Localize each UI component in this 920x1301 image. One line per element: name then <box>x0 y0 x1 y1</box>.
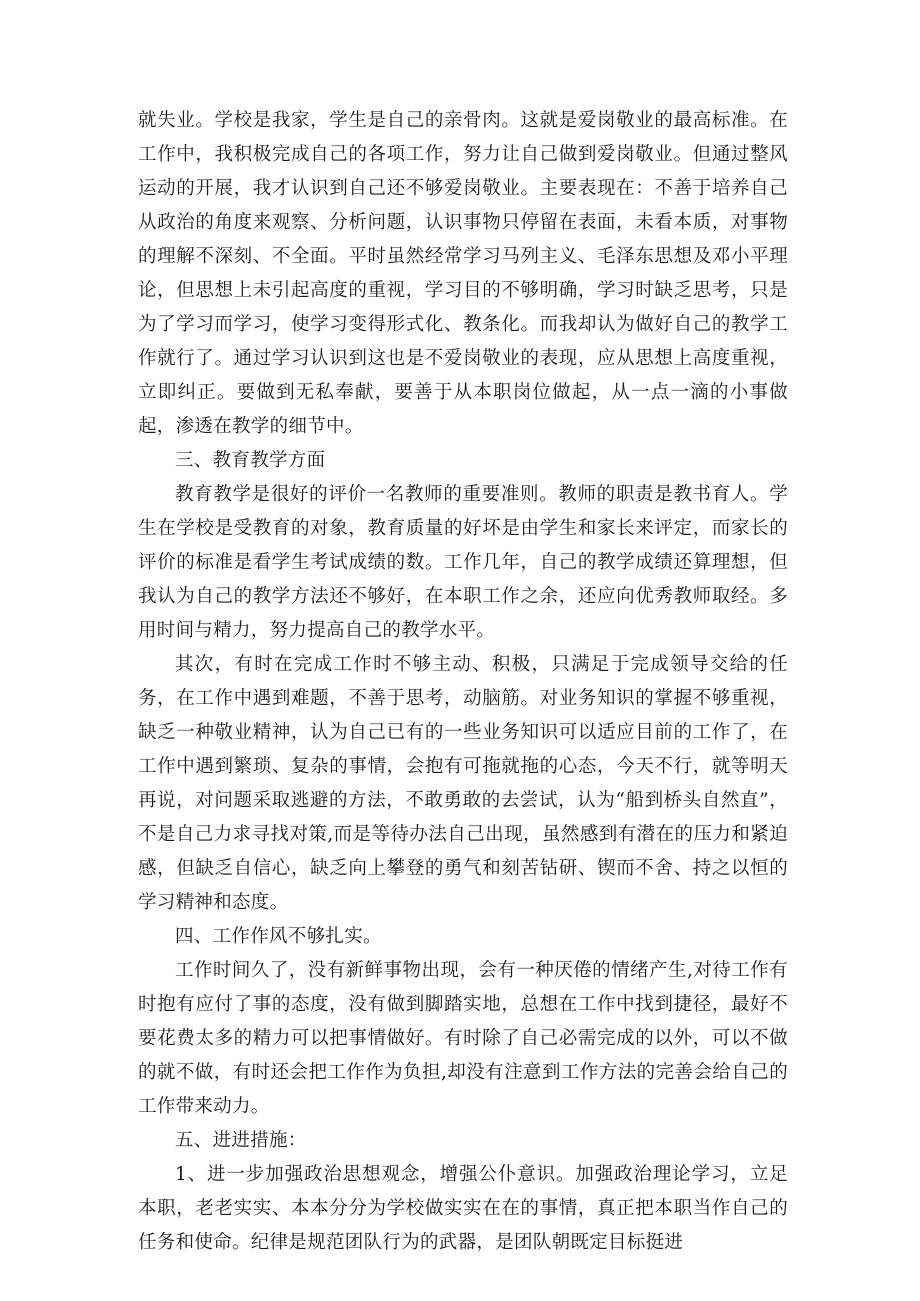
section-heading-work-style: 四、工作作风不够扎实。 <box>175 926 382 947</box>
paragraph-teaching: 教育教学是很好的评价一名教师的重要准则。教师的职责是教书育人。学生在学校是受教育的对象，教育质量的好坏是由学生和家长来评定，而家长的评价的标准是看学生考试成绩的数。工作几年，自己的教学成绩还算理想，但我认为自己的教学方法还不够好，在本职工作之余，还应向优秀教师取经。多用时间与精力，努力提高自己的教学水平。 <box>138 484 788 641</box>
document-page <box>138 104 788 1260</box>
section-heading-measures: 五、进进措施： <box>175 1130 307 1151</box>
paragraph-initiative: 其次，有时在完成工作时不够主动、积极，只满足于完成领导交给的任务，在工作中遇到难题，不善于思考，动脑筋。对业务知识的掌握不够重视，缺乏一种敬业精神，认为自己已有的一些业务知识可以适应目前的工作了，在工作中遇到繁琐、复杂的事情，会抱有可拖就拖的心态，今天不行，就等明天再说，对问题采取逃避的方法，不敢勇敢的去尝试，认为“船到桥头自然直”，不是自己力求寻找对策,而是等待办法自己出现，虽然感到有潜在的压力和紧迫感，但缺乏自信心，缺乏向上攀登的勇气和刻苦钻研、锲而不舍、持之以恒的学习精神和态度。 <box>138 654 788 913</box>
paragraph-measure-1: 1、进一步加强政治思想观念，增强公仆意识。加强政治理论学习，立足本职，老老实实、本本分分为学校做实实在在的事情，真正把本职当作自己的任务和使命。纪律是规范团队行为的武器，是团队朝既定目标挺进 <box>138 1164 788 1253</box>
paragraph-dedication: 就失业。学校是我家，学生是自己的亲骨肉。这就是爱岗敬业的最高标准。在工作中，我积极完成自己的各项工作，努力让自己做到爱岗敬业。但通过整风运动的开展，我才认识到自己还不够爱岗敬业。主要表现在：不善于培养自己从政治的角度来观察、分析问题，认识事物只停留在表面，未看本质，对事物的理解不深刻、不全面。平时虽然经常学习马列主义、毛泽东思想及邓小平理论，但思想上未引起高度的重视，学习目的不够明确，学习时缺乏思考，只是为了学习而学习，使学习变得形式化、教条化。而我却认为做好自己的教学工作就行了。通过学习认识到这也是不爱岗敬业的表现，应从思想上高度重视，立即纠正。要做到无私奉献，要善于从本职岗位做起，从一点一滴的小事做起，渗透在教学的细节中。 <box>138 110 788 437</box>
paragraph-work-style: 工作时间久了，没有新鲜事物出现，会有一种厌倦的情绪产生,对待工作有时抱有应付了事的态度，没有做到脚踏实地，总想在工作中找到捷径，最好不要花费太多的精力可以把事情做好。有时除了自己必需完成的以外，可以不做的就不做，有时还会把工作作为负担,却没有注意到工作方法的完善会给自己的工作带来动力。 <box>138 960 788 1117</box>
section-heading-teaching: 三、教育教学方面 <box>175 450 326 471</box>
